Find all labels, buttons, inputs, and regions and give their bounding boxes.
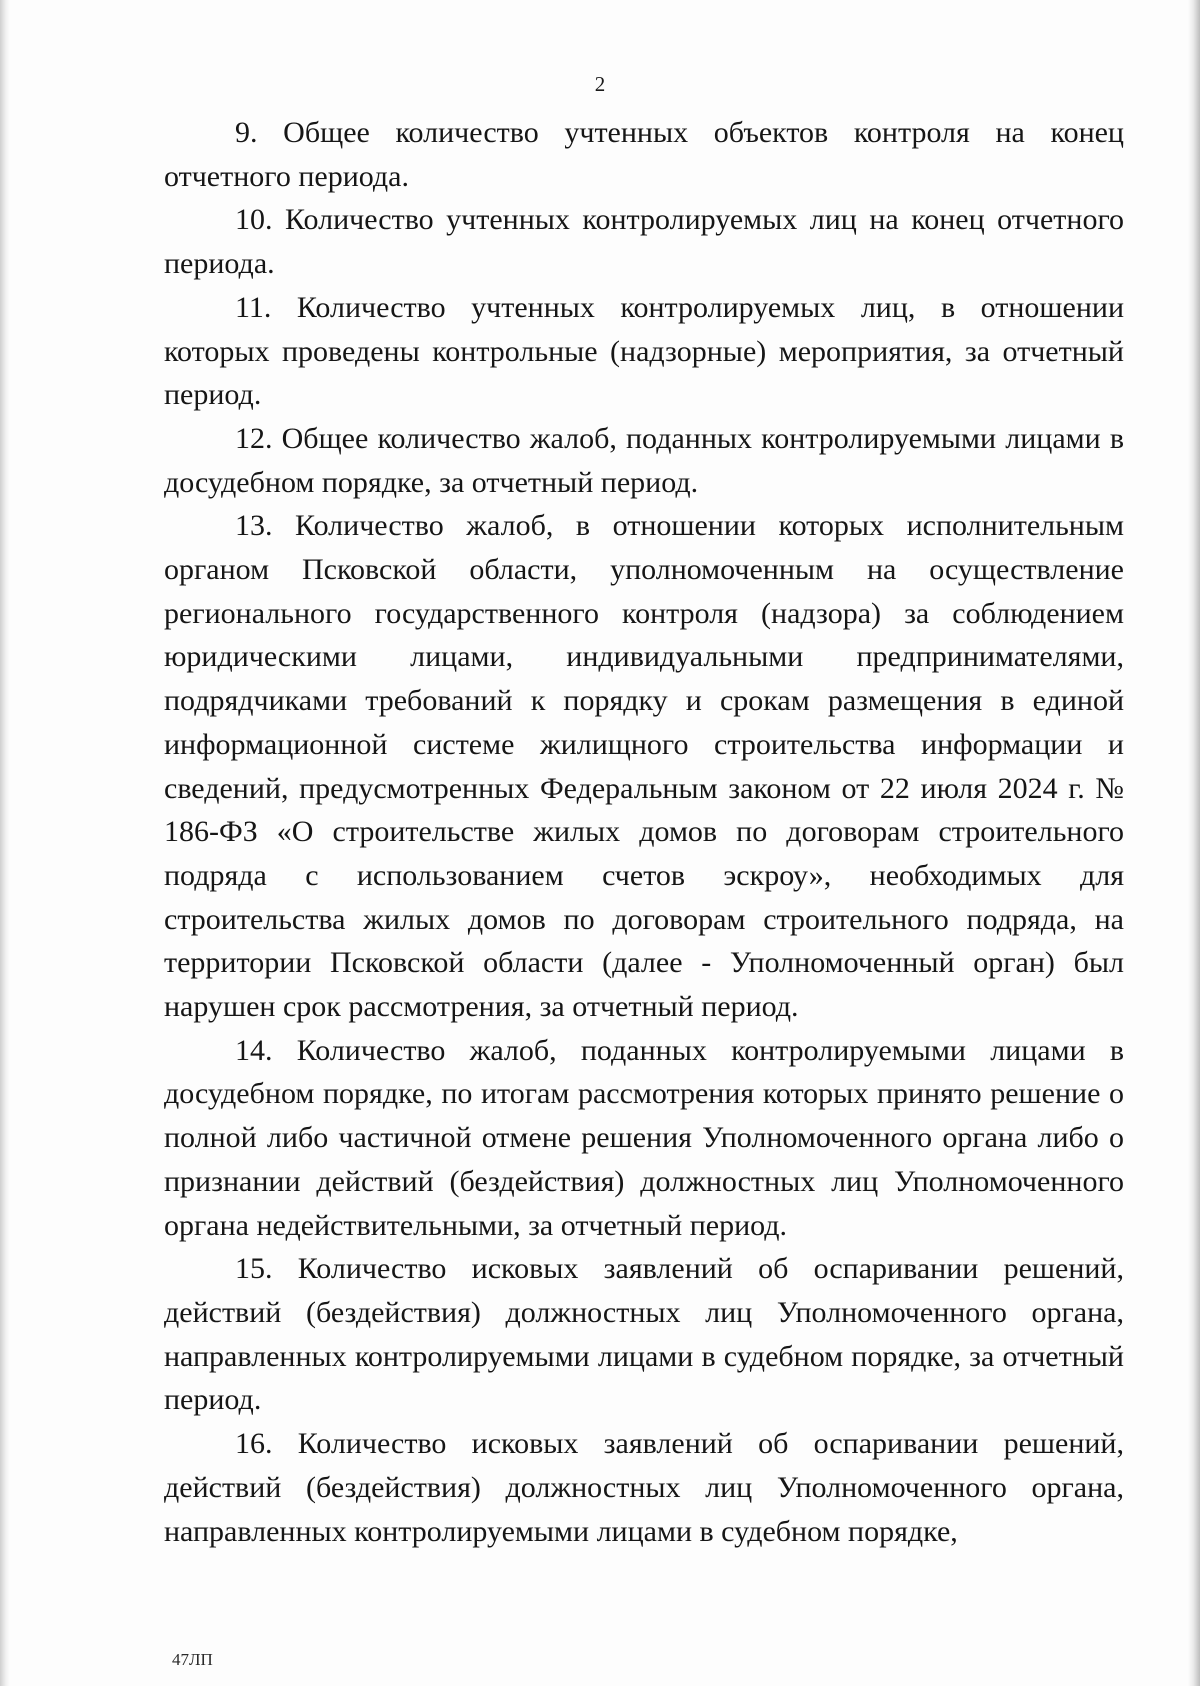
paragraph-item-9: 9. Общее количество учтенных объектов контроля на конец отчетного периода. — [164, 116, 1124, 193]
paragraph-item-11: 11. Количество учтенных контролируемых лиц, в отношении которых проведены контрольные (надзорные) мероприятия, за отчетный период. — [164, 290, 1124, 412]
paragraph-item-10: 10. Количество учтенных контролируемых лиц на конец отчетного периода. — [164, 203, 1124, 281]
paragraph-item-13: 13. Количество жалоб, в отношении которых исполнительным органом Псковской области, уполномоченным на осуществление регионального государственного контроля (надзора) за соблюдением юридическими лицами, индивидуальными предпринимателями, подрядчиками требований к порядку и срокам размещения в единой информационной системе жилищного строительства информации и сведений, предусмотренных Федеральным законом от 22 июля 2024 г. № 186-ФЗ «О строительстве жилых домов по договорам строительного подряда с использованием счетов эскроу», необходимых для строительства жилых домов по договорам строительного подряда, на территории Псковской области (далее - Уполномоченный орган) был нарушен срок рассмотрения, за отчетный период. — [164, 509, 1124, 1024]
document-body — [164, 111, 1124, 1553]
scan-edge-right — [1188, 0, 1200, 1686]
scan-edge-left — [0, 0, 10, 1686]
paragraph-item-16: 16. Количество исковых заявлений об оспаривании решений, действий (бездействия) должностных лиц Уполномоченного органа, направленных контролируемыми лицами в судебном порядке, — [164, 1427, 1124, 1548]
document-footer-code: 47ЛП — [172, 1650, 213, 1669]
page-number: 2 — [594, 72, 606, 96]
paragraph-item-12: 12. Общее количество жалоб, поданных контролируемыми лицами в досудебном порядке, за отчетный период. — [164, 421, 1124, 499]
paragraph-item-14: 14. Количество жалоб, поданных контролируемыми лицами в досудебном порядке, по итогам рассмотрения которых принято решение о полной либо частичной отмене решения Уполномоченного органа либо о признании действий (бездействия) должностных лиц Уполномоченного органа недействительными, за отчетный период. — [164, 1033, 1124, 1242]
paragraph-item-15: 15. Количество исковых заявлений об оспаривании решений, действий (бездействия) должностных лиц Уполномоченного органа, направленных контролируемыми лицами в судебном порядке, за отчетный период. — [164, 1252, 1124, 1417]
